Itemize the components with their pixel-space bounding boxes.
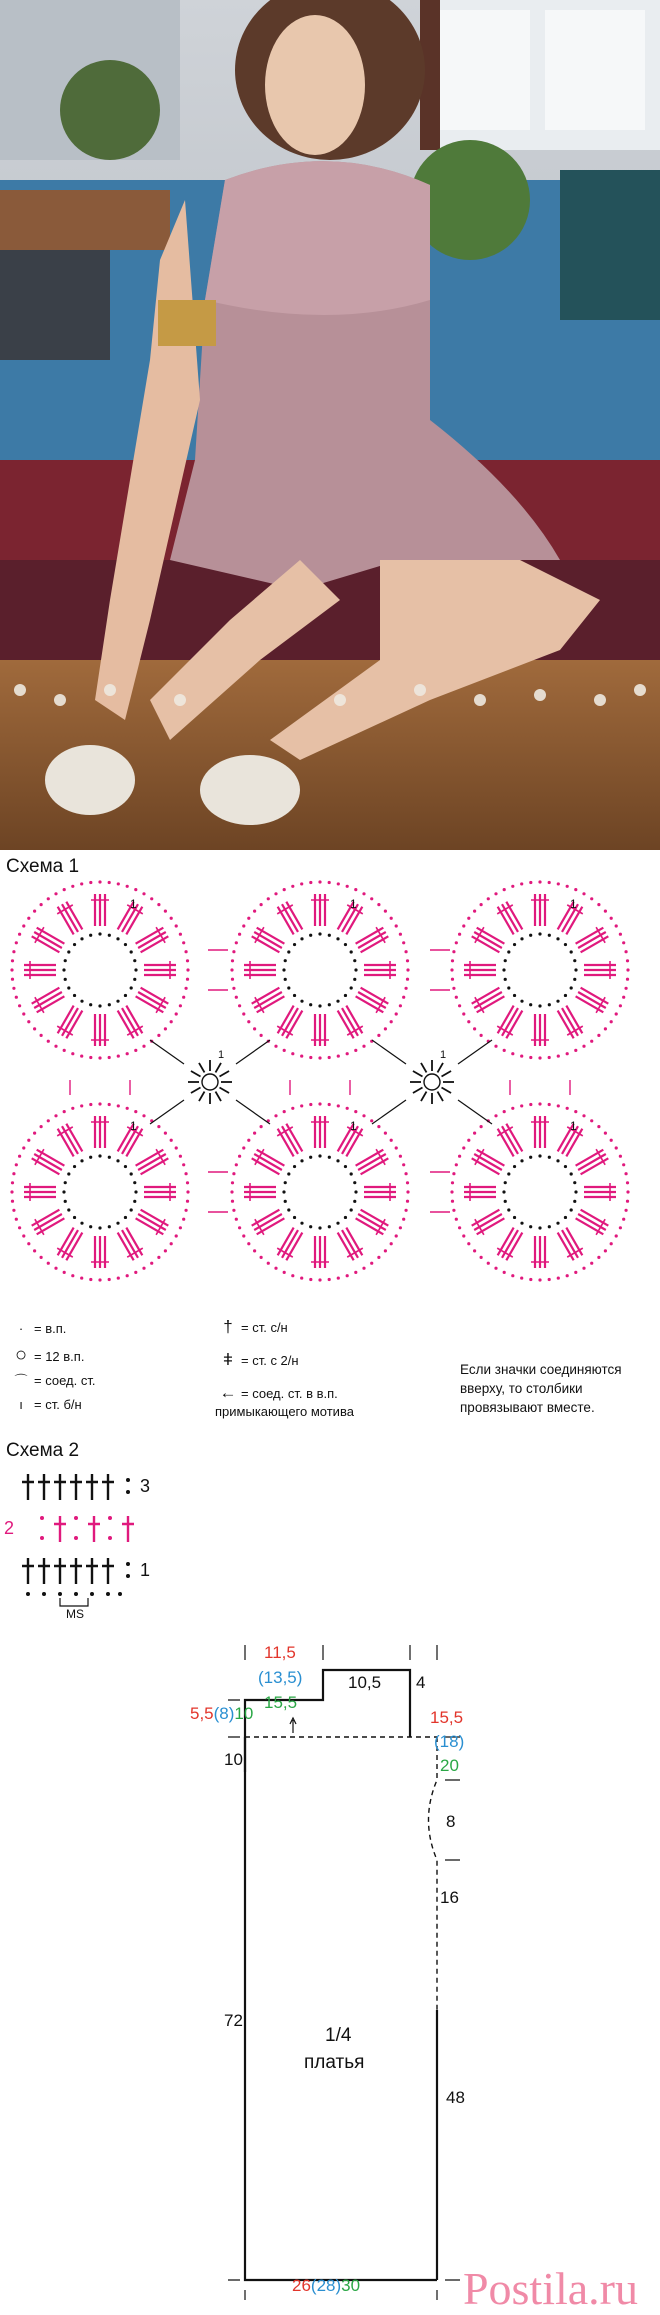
shoulder-green: 15,5 bbox=[264, 1693, 298, 1712]
ticks-left bbox=[228, 1700, 240, 2280]
scheme2-row2 bbox=[54, 1516, 134, 1542]
right-blue: (18) bbox=[434, 1732, 465, 1751]
top-width: 10,5 bbox=[348, 1673, 382, 1692]
legend-ring: ○ = 12 в.п. bbox=[8, 1346, 95, 1366]
scheme2-row2-chain bbox=[40, 1516, 112, 1540]
bar-icon: ı bbox=[19, 1397, 23, 1412]
model-photo bbox=[0, 0, 660, 850]
scheme1-chart bbox=[0, 880, 660, 1320]
motif bbox=[450, 880, 629, 1059]
total-72: 72 bbox=[224, 2011, 243, 2030]
scheme2-row-label-1: 1 bbox=[140, 1560, 151, 1580]
filler-arrow bbox=[150, 1100, 184, 1124]
dot-icon: · bbox=[18, 1321, 24, 1336]
seg-48: 48 bbox=[446, 2088, 465, 2107]
seg-8: 8 bbox=[446, 1812, 456, 1831]
motif-row-label: 1 bbox=[130, 1119, 137, 1133]
dc-icon: † bbox=[223, 1317, 233, 1336]
legend-col1 bbox=[8, 1320, 95, 1414]
shoulder-red: 11,5 bbox=[264, 1643, 296, 1662]
motif bbox=[230, 880, 409, 1059]
neck-left: 5,5(8)10 bbox=[190, 1704, 254, 1723]
filler-row-label: 1 bbox=[440, 1049, 447, 1061]
legend-arc: ⌒ = соед. ст. bbox=[8, 1372, 95, 1390]
scheme2-row3 bbox=[22, 1474, 114, 1500]
scheme2-chart bbox=[0, 1466, 200, 1616]
motif bbox=[10, 1102, 189, 1281]
scheme2-row-label-2: 2 bbox=[4, 1518, 15, 1538]
legend-col2 bbox=[215, 1318, 354, 1421]
motif-row-label: 1 bbox=[570, 1119, 577, 1133]
scheme2-row-label-3: 3 bbox=[140, 1476, 151, 1496]
scheme2-row1 bbox=[22, 1558, 114, 1584]
scheme2-title: Схема 2 bbox=[6, 1440, 80, 1461]
motif-grid bbox=[10, 880, 629, 1281]
legend-bar: ı = ст. б/н bbox=[8, 1396, 95, 1414]
right-red: 15,5 bbox=[430, 1708, 464, 1727]
legend-arrow: ← = соед. ст. в в.п. bbox=[215, 1384, 354, 1403]
ms-label: MS bbox=[66, 1607, 84, 1621]
arc-icon: ⌒ bbox=[14, 1373, 28, 1388]
legend-dc: † = ст. с/н bbox=[215, 1318, 354, 1337]
yoke-height: 10 bbox=[224, 1750, 243, 1769]
armhole-dash bbox=[429, 1737, 438, 2010]
piece-label-1: 1/4 bbox=[325, 2025, 352, 2046]
filler-motif bbox=[372, 1040, 492, 1124]
scheme2-row3-chain bbox=[126, 1478, 130, 1494]
filler-motif bbox=[150, 1040, 270, 1124]
scheme1-title: Схема 1 bbox=[6, 856, 80, 877]
filler-arrow bbox=[372, 1100, 406, 1124]
motif bbox=[10, 880, 189, 1059]
motif-row-label: 1 bbox=[130, 897, 137, 911]
motif-row-label: 1 bbox=[350, 897, 357, 911]
legend-dot: · = в.п. bbox=[8, 1320, 95, 1338]
arrow-icon: ← bbox=[219, 1383, 237, 1402]
motif bbox=[230, 1102, 409, 1281]
legend-tr: ǂ = ст. с 2/н bbox=[215, 1351, 354, 1370]
piece-label-2: платья bbox=[304, 2052, 365, 2073]
ring-icon: ○ bbox=[14, 1344, 28, 1366]
filler-row-label: 1 bbox=[218, 1049, 225, 1061]
dress-schematic bbox=[0, 1640, 660, 2300]
legend-arrow-line2: примыкающего мотива bbox=[215, 1404, 354, 1419]
filler-arrow bbox=[150, 1040, 184, 1064]
up-arrow-icon bbox=[290, 1718, 296, 1733]
ms-bracket bbox=[60, 1598, 88, 1606]
shoulder-blue: (13,5) bbox=[258, 1668, 303, 1687]
motif-row-label: 1 bbox=[350, 1119, 357, 1133]
motif-row-label: 1 bbox=[570, 897, 577, 911]
top-right: 4 bbox=[416, 1673, 426, 1692]
motif bbox=[450, 1102, 629, 1281]
bottom-width: 26(28)30 bbox=[292, 2276, 361, 2295]
filler-arrow bbox=[236, 1100, 270, 1124]
scheme1-note: Если значки соединяются вверху, то столбики провязывают вместе. bbox=[460, 1362, 622, 1415]
right-green: 20 bbox=[440, 1756, 459, 1775]
watermark: Postila.ru bbox=[462, 2263, 638, 2314]
filler-arrow bbox=[458, 1100, 492, 1124]
filler-arrow bbox=[236, 1040, 270, 1064]
filler-arrow bbox=[458, 1040, 492, 1064]
seg-16: 16 bbox=[440, 1888, 459, 1907]
body-outline bbox=[245, 1737, 437, 2280]
tr-icon: ǂ bbox=[223, 1350, 233, 1369]
filler-arrow bbox=[372, 1040, 406, 1064]
